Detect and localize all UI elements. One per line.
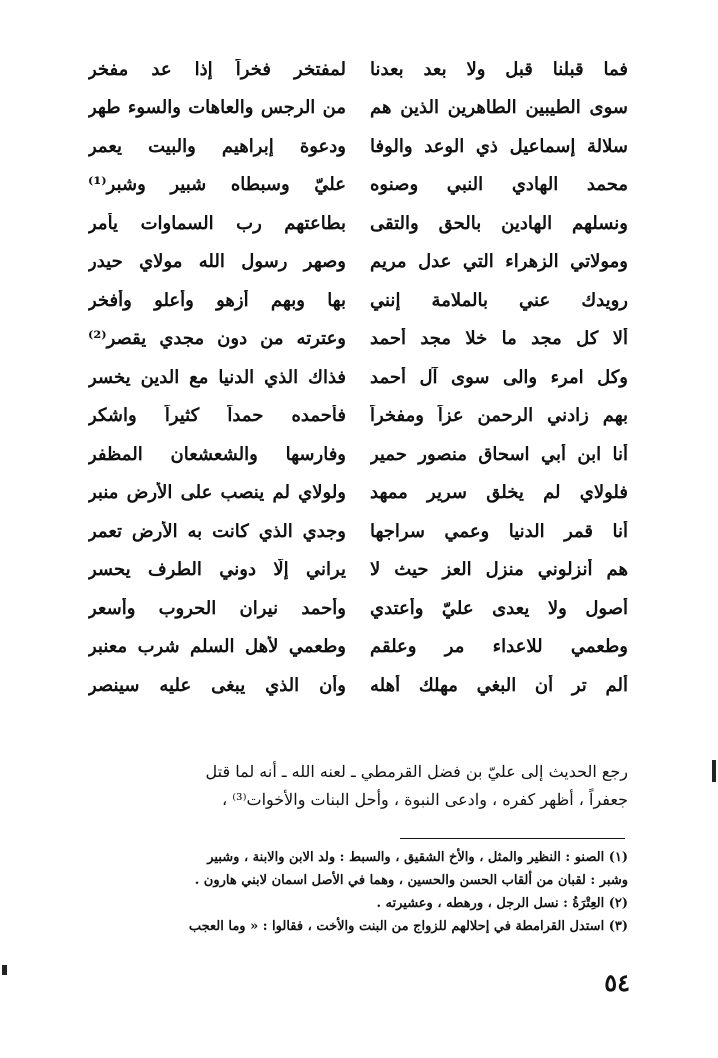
second-hemistich: وفارسها والشعشعان المظفر: [88, 443, 346, 465]
second-hemistich: عليّ وسبطاه شبير وشبر⁽¹⁾: [88, 174, 346, 196]
second-hemistich: وأحمد نيران الحروب وأسعر: [88, 597, 346, 619]
poem-couplet: [88, 127, 628, 166]
first-hemistich: هم أنزلوني منزل العز حيث لا: [370, 559, 628, 581]
first-hemistich: ونسلهم الهادين بالحق والتقى: [370, 212, 628, 234]
second-hemistich: ولولاي لم ينصب على الأرض منبر: [88, 482, 346, 504]
second-hemistich: وطعمي لأهل السلم شرب معنبر: [88, 636, 346, 658]
second-hemistich: يراني إلّا دوني الطرف يحسر: [88, 559, 346, 581]
second-hemistich: لمفتخر فخراً إذا عد مفخر: [88, 58, 346, 80]
second-hemistich: فأحمده حمداً كثيراً واشكر: [88, 405, 346, 427]
scan-edge-mark: [2, 965, 7, 975]
prose-line: رجع الحديث إلى عليّ بن فضل القرمطي ـ لعنه الله ـ أنه لما قتل: [205, 762, 628, 781]
footnote-2: (٢) العِتْرَةُ : نسل الرجل ، ورهطه ، وعشيرته .: [376, 896, 628, 911]
page-number: ٥٤: [604, 968, 630, 997]
poem-couplet: [88, 243, 628, 282]
poem-couplet: [88, 358, 628, 397]
second-hemistich: وجدي الذي كانت به الأرض تعمر: [88, 520, 346, 542]
poem-couplet: [88, 512, 628, 551]
poem-couplet: [88, 320, 628, 359]
second-hemistich: وأن الذي يبغى عليه سينصر: [88, 674, 346, 696]
first-hemistich: ألم تر أن البغي مهلك أهله: [370, 674, 628, 696]
poem-couplet: [88, 435, 628, 474]
poem: [88, 50, 628, 705]
second-hemistich: من الرجس والعاهات والسوء طهر: [88, 97, 346, 119]
poem-couplet: [88, 589, 628, 628]
prose-paragraph: [88, 758, 628, 814]
footnotes: [88, 846, 628, 938]
first-hemistich: وكل امرء والى سوى آل أحمد: [370, 366, 628, 388]
first-hemistich: رويدك عني بالملامة إنني: [370, 289, 628, 311]
second-hemistich: وصهر رسول الله مولاي حيدر: [88, 251, 346, 273]
poem-couplet: [88, 281, 628, 320]
poem-couplet: [88, 166, 628, 205]
first-hemistich: بهم زادني الرحمن عزاً ومفخراً: [370, 405, 628, 427]
second-hemistich: فذاك الذي الدنيا مع الدين يخسر: [88, 366, 346, 388]
poem-couplet: [88, 204, 628, 243]
poem-couplet: [88, 666, 628, 705]
poem-couplet: [88, 397, 628, 436]
first-hemistich: أصول ولا يعدى عليّ وأعتدي: [370, 597, 628, 619]
second-hemistich: وعترته من دون مجدي يقصر⁽²⁾: [88, 328, 346, 350]
poem-couplet: [88, 50, 628, 89]
poem-couplet: [88, 89, 628, 128]
footnote-3: (٣) استدل القرامطة في إحلالهم للزواج من البنت والأخت ، فقالوا : « وما العجب: [188, 919, 628, 934]
first-hemistich: سلالة إسماعيل ذي الوعد والوفا: [370, 135, 628, 157]
first-hemistich: محمد الهادي النبي وصنوه: [370, 174, 628, 196]
first-hemistich: ومولاتي الزهراء التي عدل مريم: [370, 251, 628, 273]
first-hemistich: فلولاي لم يخلق سرير ممهد: [370, 482, 628, 504]
first-hemistich: أنا قمر الدنيا وعمي سراجها: [370, 520, 628, 542]
footnote-1-line-2: وشبر : لقبان من ألقاب الحسن والحسين ، وهما في الأصل اسمان لابني هارون .: [194, 873, 628, 888]
first-hemistich: ألا كل مجد ما خلا مجد أحمد: [370, 328, 628, 350]
poem-couplet: [88, 474, 628, 513]
prose-line: جعفراً ، أظهر كفره ، وادعى النبوة ، وأحل البنات والأخوات⁽³⁾ ،: [221, 790, 628, 809]
first-hemistich: فما قبلنا قبل ولا بعد بعدنا: [370, 58, 628, 80]
first-hemistich: وطعمي للاعداء مر وعلقم: [370, 636, 628, 658]
second-hemistich: بطاعتهم رب السماوات يأمر: [88, 212, 346, 234]
scan-edge-mark: [712, 760, 716, 782]
footnote-separator: [400, 838, 625, 839]
footnote-1-line-1: (١) الصنو : النظير والمثل ، والأخ الشقيق ، والسبط : ولد الابن والابنة ، وشبير: [207, 850, 628, 865]
poem-couplet: [88, 628, 628, 667]
first-hemistich: سوى الطيبين الطاهرين الذين هم: [370, 97, 628, 119]
second-hemistich: ودعوة إبراهيم والبيت يعمر: [88, 135, 346, 157]
second-hemistich: بها وبهم أزهو وأعلو وأفخر: [88, 289, 346, 311]
first-hemistich: أنا ابن أبي اسحاق منصور حمير: [370, 443, 628, 465]
poem-couplet: [88, 551, 628, 590]
